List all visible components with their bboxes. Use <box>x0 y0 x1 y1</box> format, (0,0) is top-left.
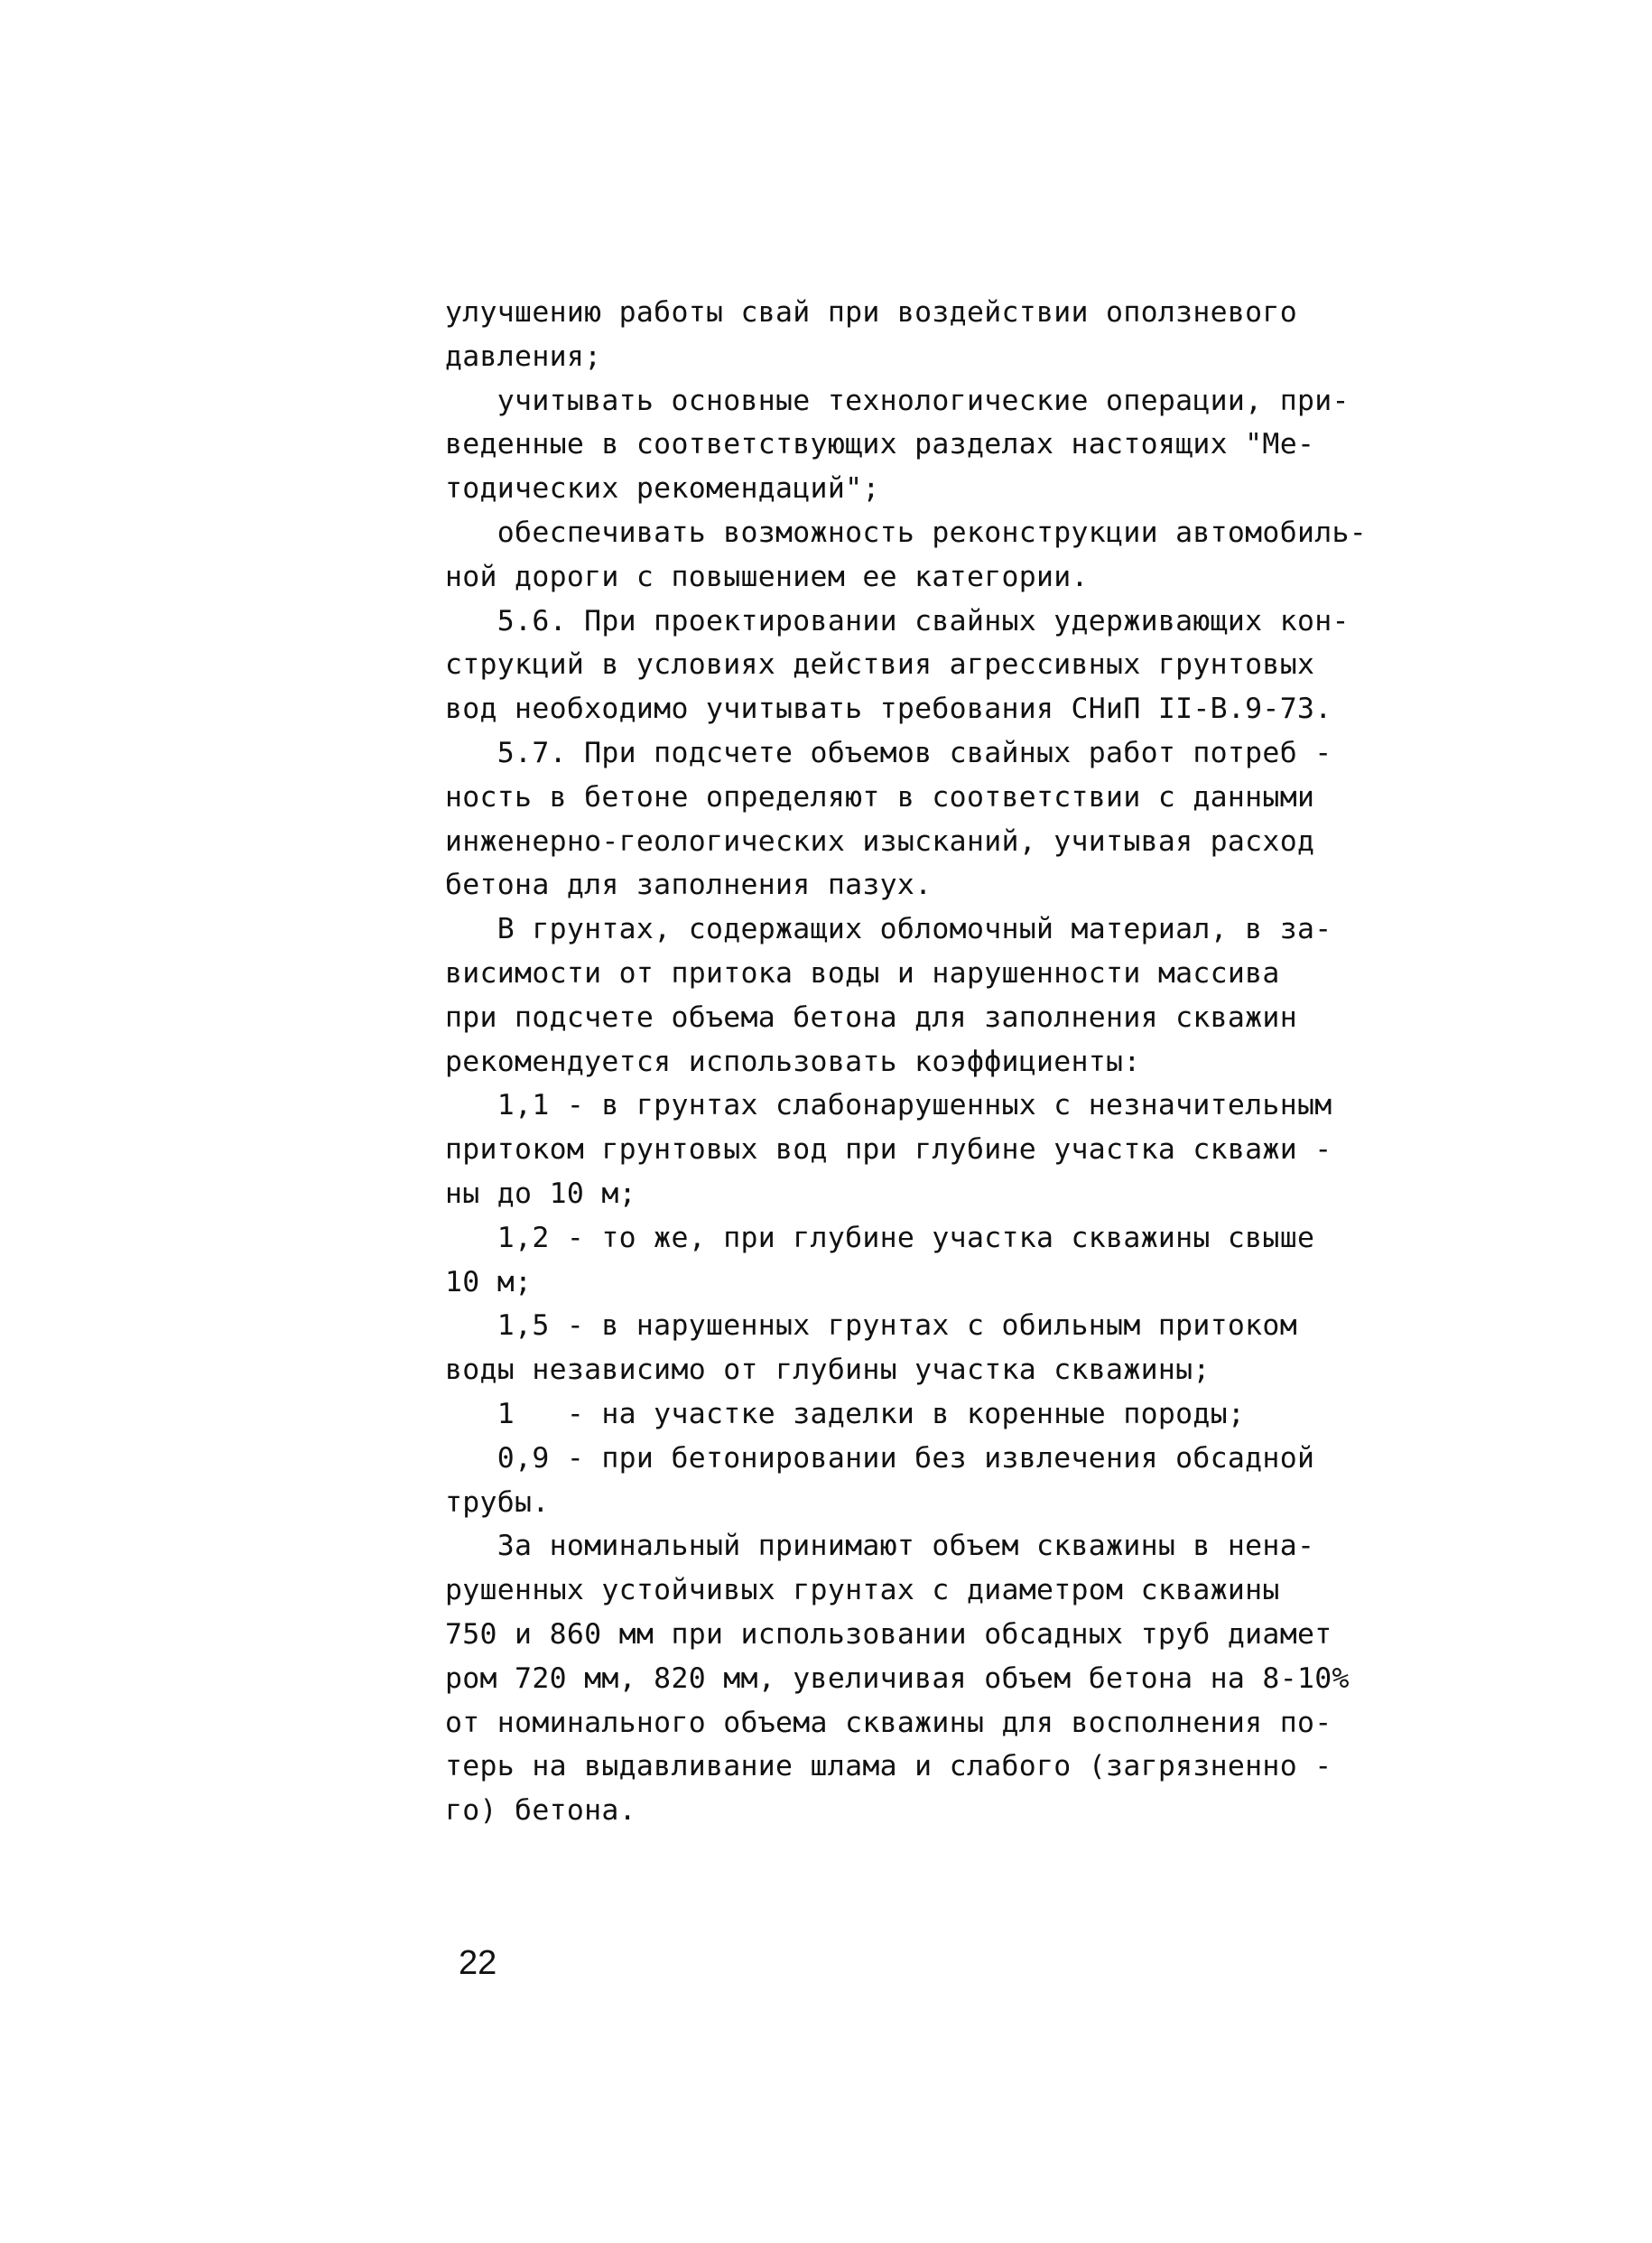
text-line: при подсчете объема бетона для заполнения скважин <box>445 1001 1297 1034</box>
text-line: 750 и 860 мм при использовании обсадных труб диамет <box>445 1617 1332 1651</box>
text-line: терь на выдавливание шлама и слабого (загрязненно - <box>445 1750 1332 1783</box>
text-line: бетона для заполнения пазух. <box>445 869 933 902</box>
paragraph <box>445 731 1573 907</box>
paragraph <box>445 1392 1573 1437</box>
text-line: висимости от притока воды и нарушенности массива <box>445 956 1280 990</box>
text-line: рекомендуется использовать коэффициенты: <box>445 1045 1141 1078</box>
text-line: ны до 10 м; <box>445 1177 636 1210</box>
text-line: улучшению работы свай при воздействии оползневого <box>445 296 1297 329</box>
paragraph <box>445 1304 1573 1392</box>
text-line: За номинальный принимают объем скважины в нена- <box>445 1530 1315 1563</box>
text-line: обеспечивать возможность реконструкции автомобиль- <box>445 516 1368 549</box>
text-line: 5.6. При проектировании свайных удерживающих кон- <box>445 604 1350 638</box>
body-text <box>445 291 1573 1833</box>
text-line: учитывать основные технологические операции, при- <box>445 384 1350 417</box>
paragraph <box>445 1084 1573 1215</box>
text-line: вод необходимо учитывать требования СНиП II-В.9-73. <box>445 693 1332 726</box>
text-line: притоком грунтовых вод при глубине участка скважи - <box>445 1133 1332 1167</box>
text-line: тодических рекомендаций"; <box>445 472 880 506</box>
text-line: ность в бетоне определяют в соответствии с данными <box>445 780 1315 814</box>
paragraph <box>445 379 1573 511</box>
text-line: 0,9 - при бетонировании без извлечения обсадной <box>445 1441 1315 1475</box>
paragraph <box>445 907 1573 1084</box>
text-line: инженерно-геологических изысканий, учитывая расход <box>445 824 1315 858</box>
text-line: В грунтах, содержащих обломочный материал, в за- <box>445 913 1332 946</box>
text-line: рушенных устойчивых грунтах с диаметром скважины <box>445 1574 1280 1607</box>
text-line: трубы. <box>445 1485 550 1519</box>
paragraph <box>445 1437 1573 1525</box>
paragraph <box>445 1216 1573 1305</box>
paragraph <box>445 1524 1573 1833</box>
text-line: 1,5 - в нарушенных грунтах с обильным притоком <box>445 1309 1297 1343</box>
text-line: веденные в соответствующих разделах настоящих "Ме- <box>445 428 1315 461</box>
text-line: давления; <box>445 340 602 373</box>
text-line: воды независимо от глубины участка скважины; <box>445 1354 1211 1387</box>
text-line: 5.7. При подсчете объемов свайных работ потреб - <box>445 736 1332 769</box>
page-number: 22 <box>459 1944 497 1982</box>
text-line: 1 - на участке заделки в коренные породы; <box>445 1397 1246 1430</box>
text-line: ной дороги с повышением ее категории. <box>445 560 1089 593</box>
text-line: 1,2 - то же, при глубине участка скважины свыше <box>445 1221 1315 1254</box>
paragraph <box>445 600 1573 731</box>
text-line: ром 720 мм, 820 мм, увеличивая объем бетона на 8-10% <box>445 1661 1350 1695</box>
text-line: го) бетона. <box>445 1794 636 1828</box>
text-line: 1,1 - в грунтах слабонарушенных с незначительным <box>445 1089 1332 1122</box>
paragraph <box>445 291 1573 379</box>
text-line: струкций в условиях действия агрессивных грунтовых <box>445 648 1315 682</box>
paragraph <box>445 511 1573 600</box>
text-line: от номинального объема скважины для восполнения по- <box>445 1706 1332 1739</box>
text-line: 10 м; <box>445 1265 533 1298</box>
